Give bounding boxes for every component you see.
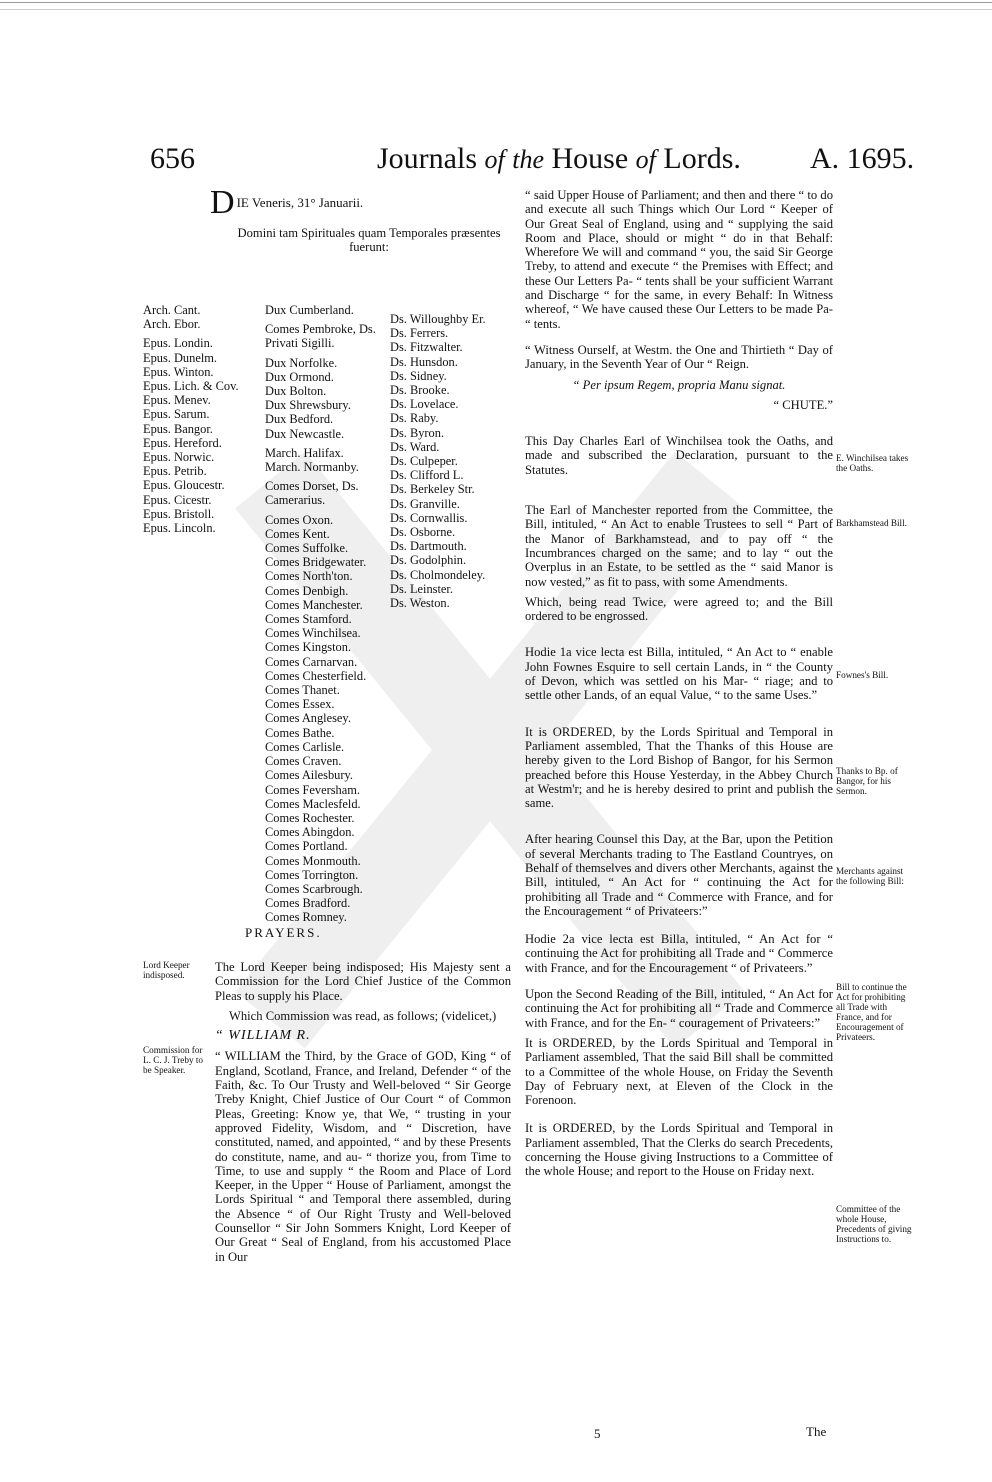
paragraph: Hodie 2a vice lecta est Billa, intituled, “ An Act for “ continuing the Act for prohibiting all Trade and “ Commerce with France, and for the Encouragement “ of Privateers.” — [525, 932, 833, 975]
peer-name: Epus. Winton. — [143, 364, 214, 379]
peer-name: Comes Winchilsea. — [265, 626, 361, 641]
margin-note-commission: Commission for L. C. J. Treby to be Speaker. — [143, 1045, 203, 1075]
peer-name: Ds. Willoughby Er. — [390, 312, 486, 326]
peer-name: Comes Maclesfeld. — [265, 796, 361, 811]
peer-name: Comes Bathe. — [265, 725, 335, 740]
peer-name: Comes Portland. — [265, 839, 348, 854]
margin-note-committee: Committee of the whole House, Precedents of giving Instructions to. — [836, 1204, 912, 1244]
peer-name: Comes Abingdon. — [265, 825, 355, 840]
peer-name: Ds. Hunsdon. — [390, 354, 458, 369]
peer-name: Comes Carnarvan. — [265, 654, 358, 669]
peer-name: Epus. Bristoll. — [143, 506, 215, 521]
peer-name: Ds. Osborne. — [390, 525, 456, 540]
page-number: 656 — [150, 142, 195, 175]
peer-name: Epus. Bangor. — [143, 421, 213, 436]
peer-name: Dux Newcastle. — [265, 426, 345, 441]
peer-name: Comes Carlisle. — [265, 739, 345, 754]
paragraph: “ Per ipsum Regem, propria Manu signat. — [572, 377, 786, 392]
peer-name: Ds. Byron. — [390, 425, 445, 440]
peer-name: Epus. Petrib. — [143, 464, 207, 479]
left-column-body — [215, 960, 511, 1270]
peer-name: Ds. Fitzwalter. — [390, 340, 463, 355]
peer-name: Ds. Granville. — [390, 496, 460, 511]
prayers-heading: PRAYERS. — [245, 925, 322, 940]
peer-name: Dux Ormond. — [265, 369, 334, 384]
peer-name: Ds. Leinster. — [390, 581, 453, 596]
peer-name: Comes Thanet. — [265, 683, 340, 698]
paragraph: “ WILLIAM the Third, by the Grace of GOD, King “ of England, Scotland, France, and Ireland, Defender “ of the Faith, &c. To Our Trusty and Well-beloved “ Sir George Treby Knight, Chief Justice of Our Court “ of Common Pleas, Greeting: Know ye, that We, “ trusting in your approved Fidelity, Wisdom, and “ Discretion, have constituted, named, and appointed, “ and by these Presents do constitute, name, and au- “ thorize you, from Time to Time, to use and supply “ the Room and Place of Lord Keeper, in the Upper “ House of Parliament, amongst the Lords Spiritual “ and Temporal there assembled, during the Absence “ of Our Right Trusty and Well-beloved Counsellor “ Sir John Sommers Knight, Lord Keeper of Our Great “ Seal of England, from his accustomed Place in Our — [215, 1049, 511, 1264]
peer-name: Ds. Cornwallis. — [390, 510, 468, 525]
paragraph: “ CHUTE.” — [773, 397, 833, 412]
paragraph: “ WILLIAM R. — [215, 1028, 311, 1044]
paragraph: Upon the Second Reading of the Bill, intituled, “ An Act for continuing the Act for prohibiting all “ Trade and Commerce with France, and for the En- “ couragement of Privateers:” — [525, 987, 833, 1030]
left-column-top — [210, 184, 508, 255]
peer-name: Comes Manchester. — [265, 597, 363, 612]
peer-name: Ds. Culpeper. — [390, 454, 458, 469]
peer-name: Ds. Ward. — [390, 439, 440, 454]
peer-name: Dux Norfolke. — [265, 355, 338, 370]
peer-name: Comes Anglesey. — [265, 711, 351, 726]
names-column-2 — [265, 303, 376, 925]
peer-name: Ds. Lovelace. — [390, 397, 459, 412]
peer-name: March. Halifax. — [265, 445, 344, 460]
peer-name: Comes Pembroke, Ds. — [265, 322, 376, 337]
page-title: Journals of the House of Lords. — [377, 142, 741, 175]
peer-name: Epus. Londin. — [143, 336, 213, 351]
peer-name: Epus. Norwic. — [143, 450, 215, 465]
peer-name: Ds. Raby. — [390, 411, 439, 426]
peer-name: Dux Bedford. — [265, 412, 334, 427]
margin-note-barkhamstead: Barkhamstead Bill. — [836, 518, 907, 528]
peer-name: Dux Shrewsbury. — [265, 398, 351, 413]
right-column-body — [525, 188, 833, 1185]
peer-name: Comes Kent. — [265, 526, 330, 541]
margin-note-merchants: Merchants against the following Bill: — [836, 866, 904, 886]
paragraph: “ said Upper House of Parliament; and then and there “ to do and execute all such Things which Our Lord “ Keeper of Our Great Seal of England, using and “ supplying the said Room and Place, should or might “ do in that Behalf: Wherefore We will and command “ you, the said Sir George Treby, to attend and execute “ the Premises with Effect; and these Our Letters Pa- “ tents shall be your sufficient Warrant and Discharge “ for the same, in every Behalf: In Witness whereof, “ We have caused these Our Letters to be made Pa- “ tents. — [525, 188, 833, 331]
peer-name: Camerarius. — [265, 493, 326, 508]
peer-name: Comes Bradford. — [265, 896, 351, 911]
peer-name: Ds. Clifford L. — [390, 468, 464, 483]
signature-mark: 5 — [594, 1426, 601, 1441]
margin-note-lord-keeper: Lord Keeper indisposed. — [143, 960, 190, 980]
peer-name: Arch. Ebor. — [143, 317, 201, 332]
paragraph: The Lord Keeper being indisposed; His Majesty sent a Commission for the Lord Chief Justice of the Common Pleas to supply his Place. — [215, 960, 511, 1003]
peer-name: Epus. Lich. & Cov. — [143, 379, 239, 394]
peer-name: Epus. Dunelm. — [143, 350, 217, 365]
peer-name: Comes North'ton. — [265, 569, 353, 584]
peer-name: Comes Suffolke. — [265, 541, 349, 556]
peer-name: Ds. Ferrers. — [390, 326, 449, 341]
peer-name: Epus. Lincoln. — [143, 521, 216, 536]
peer-name: Epus. Hereford. — [143, 435, 222, 450]
paragraph: It is ORDERED, by the Lords Spiritual and Temporal in Parliament assembled, That the Thanks of this House are hereby given to the Lord Bishop of Bangor, for his Sermon preached before this House Yesterday, in the Abbey Church at Westm'r; and he is hereby desired to print and publish the same. — [525, 724, 833, 811]
peer-name: Comes Denbigh. — [265, 583, 349, 598]
peer-name: Ds. Sidney. — [390, 368, 447, 383]
names-column-1 — [143, 303, 239, 535]
peer-name: Comes Craven. — [265, 754, 342, 769]
peer-name: Comes Torrington. — [265, 867, 359, 882]
peer-name: Comes Essex. — [265, 697, 335, 712]
peer-name: Dux Cumberland. — [265, 303, 354, 317]
margin-note-winchilsea: E. Winchilsea takes the Oaths. — [836, 453, 909, 473]
peer-name: March. Normanby. — [265, 460, 359, 475]
peer-name: Comes Scarbrough. — [265, 881, 363, 896]
page-year: A. 1695. — [810, 142, 915, 175]
names-column-3 — [390, 312, 486, 610]
margin-note-fownes: Fownes's Bill. — [836, 670, 889, 680]
paragraph: It is ORDERED, by the Lords Spiritual and Temporal in Parliament assembled, That the Clerks do search Precedents, concerning the House giving Instructions to a Committee of the whole House; and report to the House on Friday next. — [525, 1121, 833, 1179]
paragraph: “ Witness Ourself, at Westm. the One and Thirtieth “ Day of January, in the Seventh Year of Our “ Reign. — [525, 342, 833, 372]
peer-name: Comes Oxon. — [265, 512, 334, 527]
paragraph: It is ORDERED, by the Lords Spiritual and Temporal in Parliament assembled, That the said Bill shall be committed to a Committee of the whole House, on Friday the Seventh Day of February next, at Eleven of the Clock in the Forenoon. — [525, 1035, 833, 1108]
peer-name: Ds. Brooke. — [390, 383, 450, 398]
peer-name: Comes Stamford. — [265, 612, 352, 627]
peer-name: Comes Rochester. — [265, 810, 355, 825]
domini-line: Domini tam Spirituales quam Temporales præsentes fuerunt: — [237, 226, 501, 255]
peer-name: Ds. Godolphin. — [390, 553, 467, 568]
peer-name: Privati Sigilli. — [265, 336, 335, 351]
paragraph: Which, being read Twice, were agreed to; and the Bill ordered to be engrossed. — [525, 594, 833, 624]
peer-name: Comes Ailesbury. — [265, 768, 353, 783]
paragraph: Hodie 1a vice lecta est Billa, intituled, “ An Act to “ enable John Fownes Esquire to sell certain Lands, in “ the County of Devon, which was settled on his Mar- “ riage; and to settle other Lands, of an equal Value, “ to the same Uses.” — [525, 645, 833, 703]
paragraph: After hearing Counsel this Day, at the Bar, upon the Petition of several Merchants trading to The Eastland Countryes, on Behalf of themselves and divers other Merchants, against the Bill, intituled, “ An Act for “ continuing the Act for prohibiting all Trade and “ Commerce with France, and for the Encouragement “ of Privateers:” — [525, 832, 833, 918]
peer-name: Comes Chesterfield. — [265, 668, 367, 683]
peer-name: Ds. Cholmondeley. — [390, 567, 486, 582]
peer-name: Epus. Menev. — [143, 393, 211, 408]
peer-name: Ds. Dartmouth. — [390, 539, 467, 554]
peer-name: Comes Monmouth. — [265, 853, 361, 868]
peer-name: Epus. Gloucestr. — [143, 478, 225, 493]
paragraph: The Earl of Manchester reported from the Committee, the Bill, intituled, “ An Act to enable Trustees to sell “ Part of the Manor of Barkhamstead, and to pay off “ the Incumbrances charged on the same; and to lay “ out the Overplus in an Estate, to be settled as the “ said Manor is now vested,” as fit to pass, with some Amendments. — [525, 503, 833, 589]
peer-name: Comes Bridgewater. — [265, 555, 367, 570]
paragraph: This Day Charles Earl of Winchilsea took the Oaths, and made and subscribed the Declaration, pursuant to the Statutes. — [525, 434, 833, 477]
peer-name: Epus. Sarum. — [143, 407, 210, 422]
peer-name: Comes Feversham. — [265, 782, 360, 797]
top-rule — [0, 2, 992, 10]
peer-name: Arch. Cant. — [143, 303, 201, 317]
peer-name: Comes Romney. — [265, 910, 347, 925]
peer-name: Comes Dorset, Ds. — [265, 479, 359, 494]
peer-name: Ds. Berkeley Str. — [390, 482, 475, 497]
catchword: The — [806, 1424, 827, 1439]
paragraph: Which Commission was read, as follows; (videlicet,) — [229, 1008, 497, 1023]
peer-name: Comes Kingston. — [265, 640, 352, 655]
margin-note-thanks: Thanks to Bp. of Bangor, for his Sermon. — [836, 766, 898, 796]
peer-name: Ds. Weston. — [390, 596, 450, 611]
peer-name: Dux Bolton. — [265, 384, 327, 399]
peer-name: Epus. Cicestr. — [143, 492, 212, 507]
date-line: D IE Veneris, 31° Januarii. — [210, 184, 364, 221]
margin-note-bill-continue: Bill to continue the Act for prohibiting all Trade with France, and for Encouragement of Privateers. — [836, 982, 907, 1042]
